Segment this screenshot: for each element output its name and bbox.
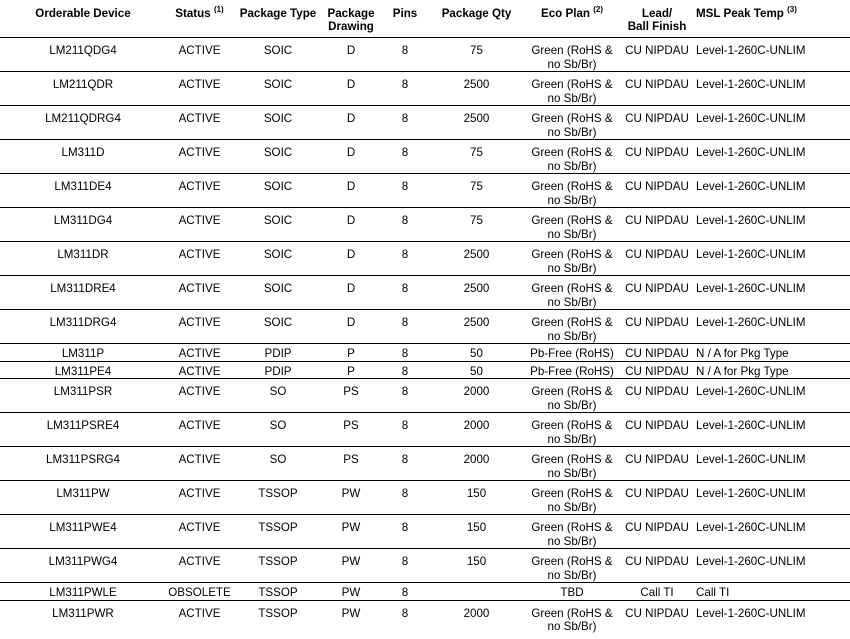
header-package-drawing: Package Drawing — [323, 0, 379, 38]
cell-orderable-device: LM211QDR — [0, 72, 166, 106]
cell-package-drawing: PW — [323, 549, 379, 583]
cell-eco-plan: Pb-Free (RoHS) — [522, 344, 622, 362]
cell-pins: 8 — [379, 549, 431, 583]
cell-package-drawing: PW — [323, 481, 379, 515]
header-orderable-device: Orderable Device — [0, 0, 166, 38]
cell-package-drawing: D — [323, 310, 379, 344]
cell-package-qty: 2000 — [431, 447, 522, 481]
header-pins: Pins — [379, 0, 431, 38]
cell-package-drawing: D — [323, 174, 379, 208]
cell-orderable-device: LM311P — [0, 344, 166, 362]
cell-msl-peak-temp: Level-1-260C-UNLIM — [692, 515, 850, 549]
cell-status: ACTIVE — [166, 361, 233, 379]
cell-eco-plan: Green (RoHS & no Sb/Br) — [522, 72, 622, 106]
status-footnote: (1) — [213, 5, 224, 15]
cell-status: ACTIVE — [166, 72, 233, 106]
header-lead-finish: Lead/ Ball Finish — [622, 0, 692, 38]
cell-status: ACTIVE — [166, 549, 233, 583]
cell-eco-plan: Green (RoHS & no Sb/Br) — [522, 447, 622, 481]
cell-msl-peak-temp: Level-1-260C-UNLIM — [696, 606, 806, 620]
header-msl-peak-temp: MSL Peak Temp $^{(3)}$ — [692, 0, 850, 38]
cell-orderable-device: LM311PWLE — [0, 583, 166, 601]
cell-lead-finish: CU NIPDAU — [625, 606, 689, 620]
cell-package-drawing: PS — [323, 447, 379, 481]
table-row — [0, 174, 850, 208]
cell-package-type: TSSOP — [233, 583, 323, 601]
cell-msl-peak-temp: Level-1-260C-UNLIM — [692, 310, 850, 344]
table-row — [0, 242, 850, 276]
cell-eco-plan: Green (RoHS & no Sb/Br) — [522, 481, 622, 515]
cell-package-qty: 2500 — [431, 276, 522, 310]
cell-eco-plan: Green (RoHS & no Sb/Br) — [522, 379, 622, 413]
table-row — [0, 106, 850, 140]
cell-orderable-device: LM211QDRG4 — [0, 106, 166, 140]
cell-lead-finish: Call TI — [622, 583, 692, 601]
header-status: Status $^{(1)}$ — [166, 0, 233, 38]
cell-status: ACTIVE — [166, 140, 233, 174]
cell-lead-finish: CU NIPDAU — [622, 140, 692, 174]
cell-orderable-device: LM311PSR — [0, 379, 166, 413]
cell-package-drawing: P — [323, 344, 379, 362]
cell-package-type: PDIP — [233, 361, 323, 379]
cell-msl-peak-temp: Level-1-260C-UNLIM — [692, 174, 850, 208]
cell-orderable-device: LM311PWR — [52, 606, 114, 620]
cell-package-qty: 2000 — [463, 606, 490, 620]
cell-msl-peak-temp: Level-1-260C-UNLIM — [692, 549, 850, 583]
cell-package-drawing: D — [323, 106, 379, 140]
cell-package-qty: 75 — [431, 208, 522, 242]
table-row — [0, 140, 850, 174]
table-row — [0, 515, 850, 549]
cell-lead-finish: CU NIPDAU — [622, 208, 692, 242]
cell-msl-peak-temp: Level-1-260C-UNLIM — [692, 242, 850, 276]
cell-package-qty: 75 — [431, 174, 522, 208]
cell-lead-finish: CU NIPDAU — [622, 38, 692, 72]
cell-package-qty — [431, 583, 522, 601]
cell-package-type: SOIC — [233, 208, 323, 242]
cell-status: ACTIVE — [166, 38, 233, 72]
cell-package-drawing: D — [323, 276, 379, 310]
cell-orderable-device: LM311D — [0, 140, 166, 174]
cell-eco-plan: Green (RoHS & no Sb/Br) — [522, 276, 622, 310]
cell-msl-peak-temp: Level-1-260C-UNLIM — [692, 276, 850, 310]
cell-lead-finish: CU NIPDAU — [622, 344, 692, 362]
cell-package-type: PDIP — [233, 344, 323, 362]
cell-pins: 8 — [379, 242, 431, 276]
cell-pins: 8 — [379, 38, 431, 72]
cell-pins: 8 — [379, 413, 431, 447]
cell-orderable-device: LM211QDG4 — [0, 38, 166, 72]
cell-package-type: SO — [233, 413, 323, 447]
cell-eco-plan: Green (RoHS & no Sb/Br) — [531, 606, 613, 633]
cell-pins: 8 — [379, 447, 431, 481]
table-row — [0, 276, 850, 310]
cell-msl-peak-temp: N / A for Pkg Type — [692, 344, 850, 362]
cell-eco-plan: Green (RoHS & no Sb/Br) — [522, 38, 622, 72]
cell-eco-plan: TBD — [522, 583, 622, 601]
cell-pins: 8 — [379, 379, 431, 413]
cell-pins: 8 — [379, 72, 431, 106]
cell-package-qty: 2500 — [431, 242, 522, 276]
cell-eco-plan: Green (RoHS & no Sb/Br) — [522, 174, 622, 208]
table-row — [0, 481, 850, 515]
cell-package-type: SOIC — [233, 174, 323, 208]
cell-msl-peak-temp: Level-1-260C-UNLIM — [692, 447, 850, 481]
cell-package-qty: 50 — [431, 361, 522, 379]
cell-eco-plan: Green (RoHS & no Sb/Br) — [522, 549, 622, 583]
cell-pins: 8 — [379, 208, 431, 242]
cell-eco-plan: Green (RoHS & no Sb/Br) — [522, 515, 622, 549]
cell-package-drawing: PW — [341, 606, 361, 620]
cell-eco-plan: Green (RoHS & no Sb/Br) — [522, 208, 622, 242]
cell-package-drawing: D — [323, 208, 379, 242]
cell-package-drawing: PW — [323, 515, 379, 549]
table-row — [0, 310, 850, 344]
cell-lead-finish: CU NIPDAU — [622, 447, 692, 481]
cell-package-qty: 2500 — [431, 72, 522, 106]
cell-status: ACTIVE — [166, 447, 233, 481]
cell-orderable-device: LM311PW — [0, 481, 166, 515]
cell-package-type: SOIC — [233, 38, 323, 72]
cell-package-type: SO — [233, 447, 323, 481]
table-row — [0, 38, 850, 72]
cell-msl-peak-temp: Level-1-260C-UNLIM — [692, 106, 850, 140]
cell-pins: 8 — [379, 583, 431, 601]
cell-lead-finish: CU NIPDAU — [622, 379, 692, 413]
cell-status: ACTIVE — [166, 344, 233, 362]
cell-package-drawing: P — [323, 361, 379, 379]
cell-status: ACTIVE — [166, 276, 233, 310]
cell-package-qty: 150 — [431, 481, 522, 515]
cell-msl-peak-temp: Level-1-260C-UNLIM — [692, 72, 850, 106]
cell-package-qty: 2000 — [431, 413, 522, 447]
cell-package-drawing: D — [323, 38, 379, 72]
cell-package-type: SOIC — [233, 140, 323, 174]
cell-msl-peak-temp: N / A for Pkg Type — [692, 361, 850, 379]
cell-eco-plan: Green (RoHS & no Sb/Br) — [522, 140, 622, 174]
cell-msl-peak-temp: Level-1-260C-UNLIM — [692, 481, 850, 515]
msl-footnote: (3) — [787, 5, 797, 15]
cell-orderable-device: LM311PSRE4 — [0, 413, 166, 447]
cell-package-type: SOIC — [233, 106, 323, 140]
table-row — [0, 600, 850, 634]
cell-msl-peak-temp: Level-1-260C-UNLIM — [692, 140, 850, 174]
cell-orderable-device: LM311DE4 — [0, 174, 166, 208]
cell-pins: 8 — [379, 106, 431, 140]
cell-package-type: SO — [233, 379, 323, 413]
cell-pins: 8 — [379, 140, 431, 174]
cell-eco-plan: Green (RoHS & no Sb/Br) — [522, 242, 622, 276]
cell-lead-finish: CU NIPDAU — [622, 106, 692, 140]
cell-package-qty: 75 — [431, 38, 522, 72]
table-row — [0, 72, 850, 106]
cell-pins: 8 — [379, 310, 431, 344]
cell-pins: 8 — [379, 515, 431, 549]
cell-lead-finish: CU NIPDAU — [622, 72, 692, 106]
cell-package-drawing: PS — [323, 379, 379, 413]
eco-footnote: (2) — [593, 5, 603, 15]
table-row — [0, 447, 850, 481]
cell-package-drawing: PW — [323, 583, 379, 601]
cell-pins: 8 — [379, 276, 431, 310]
cell-eco-plan: Green (RoHS & no Sb/Br) — [522, 310, 622, 344]
table-row — [0, 549, 850, 583]
cell-lead-finish: CU NIPDAU — [622, 515, 692, 549]
cell-lead-finish: CU NIPDAU — [622, 413, 692, 447]
cell-package-type: TSSOP — [233, 481, 323, 515]
cell-status: ACTIVE — [166, 106, 233, 140]
cell-orderable-device: LM311DRG4 — [0, 310, 166, 344]
cell-package-qty: 2500 — [431, 106, 522, 140]
table-row — [0, 583, 850, 601]
cell-status: ACTIVE — [166, 379, 233, 413]
cell-orderable-device: LM311PE4 — [0, 361, 166, 379]
cell-pins: 8 — [401, 606, 409, 620]
cell-pins: 8 — [379, 361, 431, 379]
cell-package-type: SOIC — [233, 72, 323, 106]
cell-orderable-device: LM311DRE4 — [0, 276, 166, 310]
cell-status: ACTIVE — [166, 208, 233, 242]
cell-orderable-device: LM311PWE4 — [0, 515, 166, 549]
table-row — [0, 361, 850, 379]
header-package-qty: Package Qty — [431, 0, 522, 38]
cell-orderable-device: LM311DG4 — [0, 208, 166, 242]
cell-eco-plan: Green (RoHS & no Sb/Br) — [522, 413, 622, 447]
cell-lead-finish: CU NIPDAU — [622, 242, 692, 276]
cell-package-qty: 2000 — [431, 379, 522, 413]
cell-pins: 8 — [379, 344, 431, 362]
cell-status: ACTIVE — [166, 242, 233, 276]
cell-package-type: SOIC — [233, 310, 323, 344]
cell-package-qty: 75 — [431, 140, 522, 174]
cell-msl-peak-temp: Level-1-260C-UNLIM — [692, 38, 850, 72]
cell-status: ACTIVE — [166, 174, 233, 208]
cell-package-qty: 150 — [431, 549, 522, 583]
table-row — [0, 379, 850, 413]
cell-status: ACTIVE — [166, 310, 233, 344]
cell-orderable-device: LM311DR — [0, 242, 166, 276]
cell-package-type: SOIC — [233, 242, 323, 276]
cell-package-type: TSSOP — [258, 606, 298, 620]
cell-package-drawing: PS — [323, 413, 379, 447]
cell-orderable-device: LM311PSRG4 — [0, 447, 166, 481]
cell-package-qty: 150 — [431, 515, 522, 549]
cell-package-qty: 50 — [431, 344, 522, 362]
cell-package-type: TSSOP — [233, 549, 323, 583]
cell-eco-plan: Green (RoHS & no Sb/Br) — [522, 106, 622, 140]
cell-msl-peak-temp: Level-1-260C-UNLIM — [692, 379, 850, 413]
cell-package-type: TSSOP — [233, 515, 323, 549]
table-row — [0, 208, 850, 242]
header-package-type: Package Type — [233, 0, 323, 38]
table-row — [0, 413, 850, 447]
cell-pins: 8 — [379, 174, 431, 208]
cell-lead-finish: CU NIPDAU — [622, 174, 692, 208]
cell-package-drawing: D — [323, 72, 379, 106]
header-eco-plan: Eco Plan $^{(2)}$ — [522, 0, 622, 38]
table-row — [0, 344, 850, 362]
cell-msl-peak-temp: Level-1-260C-UNLIM — [692, 413, 850, 447]
cell-status: ACTIVE — [166, 481, 233, 515]
cell-orderable-device: LM311PWG4 — [0, 549, 166, 583]
cell-eco-plan: Pb-Free (RoHS) — [522, 361, 622, 379]
cell-status: ACTIVE — [166, 413, 233, 447]
cell-lead-finish: CU NIPDAU — [622, 310, 692, 344]
cell-status: ACTIVE — [166, 515, 233, 549]
cell-status: ACTIVE — [178, 606, 221, 620]
cell-msl-peak-temp: Level-1-260C-UNLIM — [692, 208, 850, 242]
cell-msl-peak-temp: Call TI — [692, 583, 850, 601]
cell-package-drawing: D — [323, 242, 379, 276]
cell-lead-finish: CU NIPDAU — [622, 361, 692, 379]
cell-package-qty: 2500 — [431, 310, 522, 344]
cell-lead-finish: CU NIPDAU — [622, 481, 692, 515]
cell-lead-finish: CU NIPDAU — [622, 276, 692, 310]
cell-lead-finish: CU NIPDAU — [622, 549, 692, 583]
cell-package-type: SOIC — [233, 276, 323, 310]
cell-status: OBSOLETE — [166, 583, 233, 601]
header-row — [0, 0, 850, 38]
cell-package-drawing: D — [323, 140, 379, 174]
cell-pins: 8 — [379, 481, 431, 515]
